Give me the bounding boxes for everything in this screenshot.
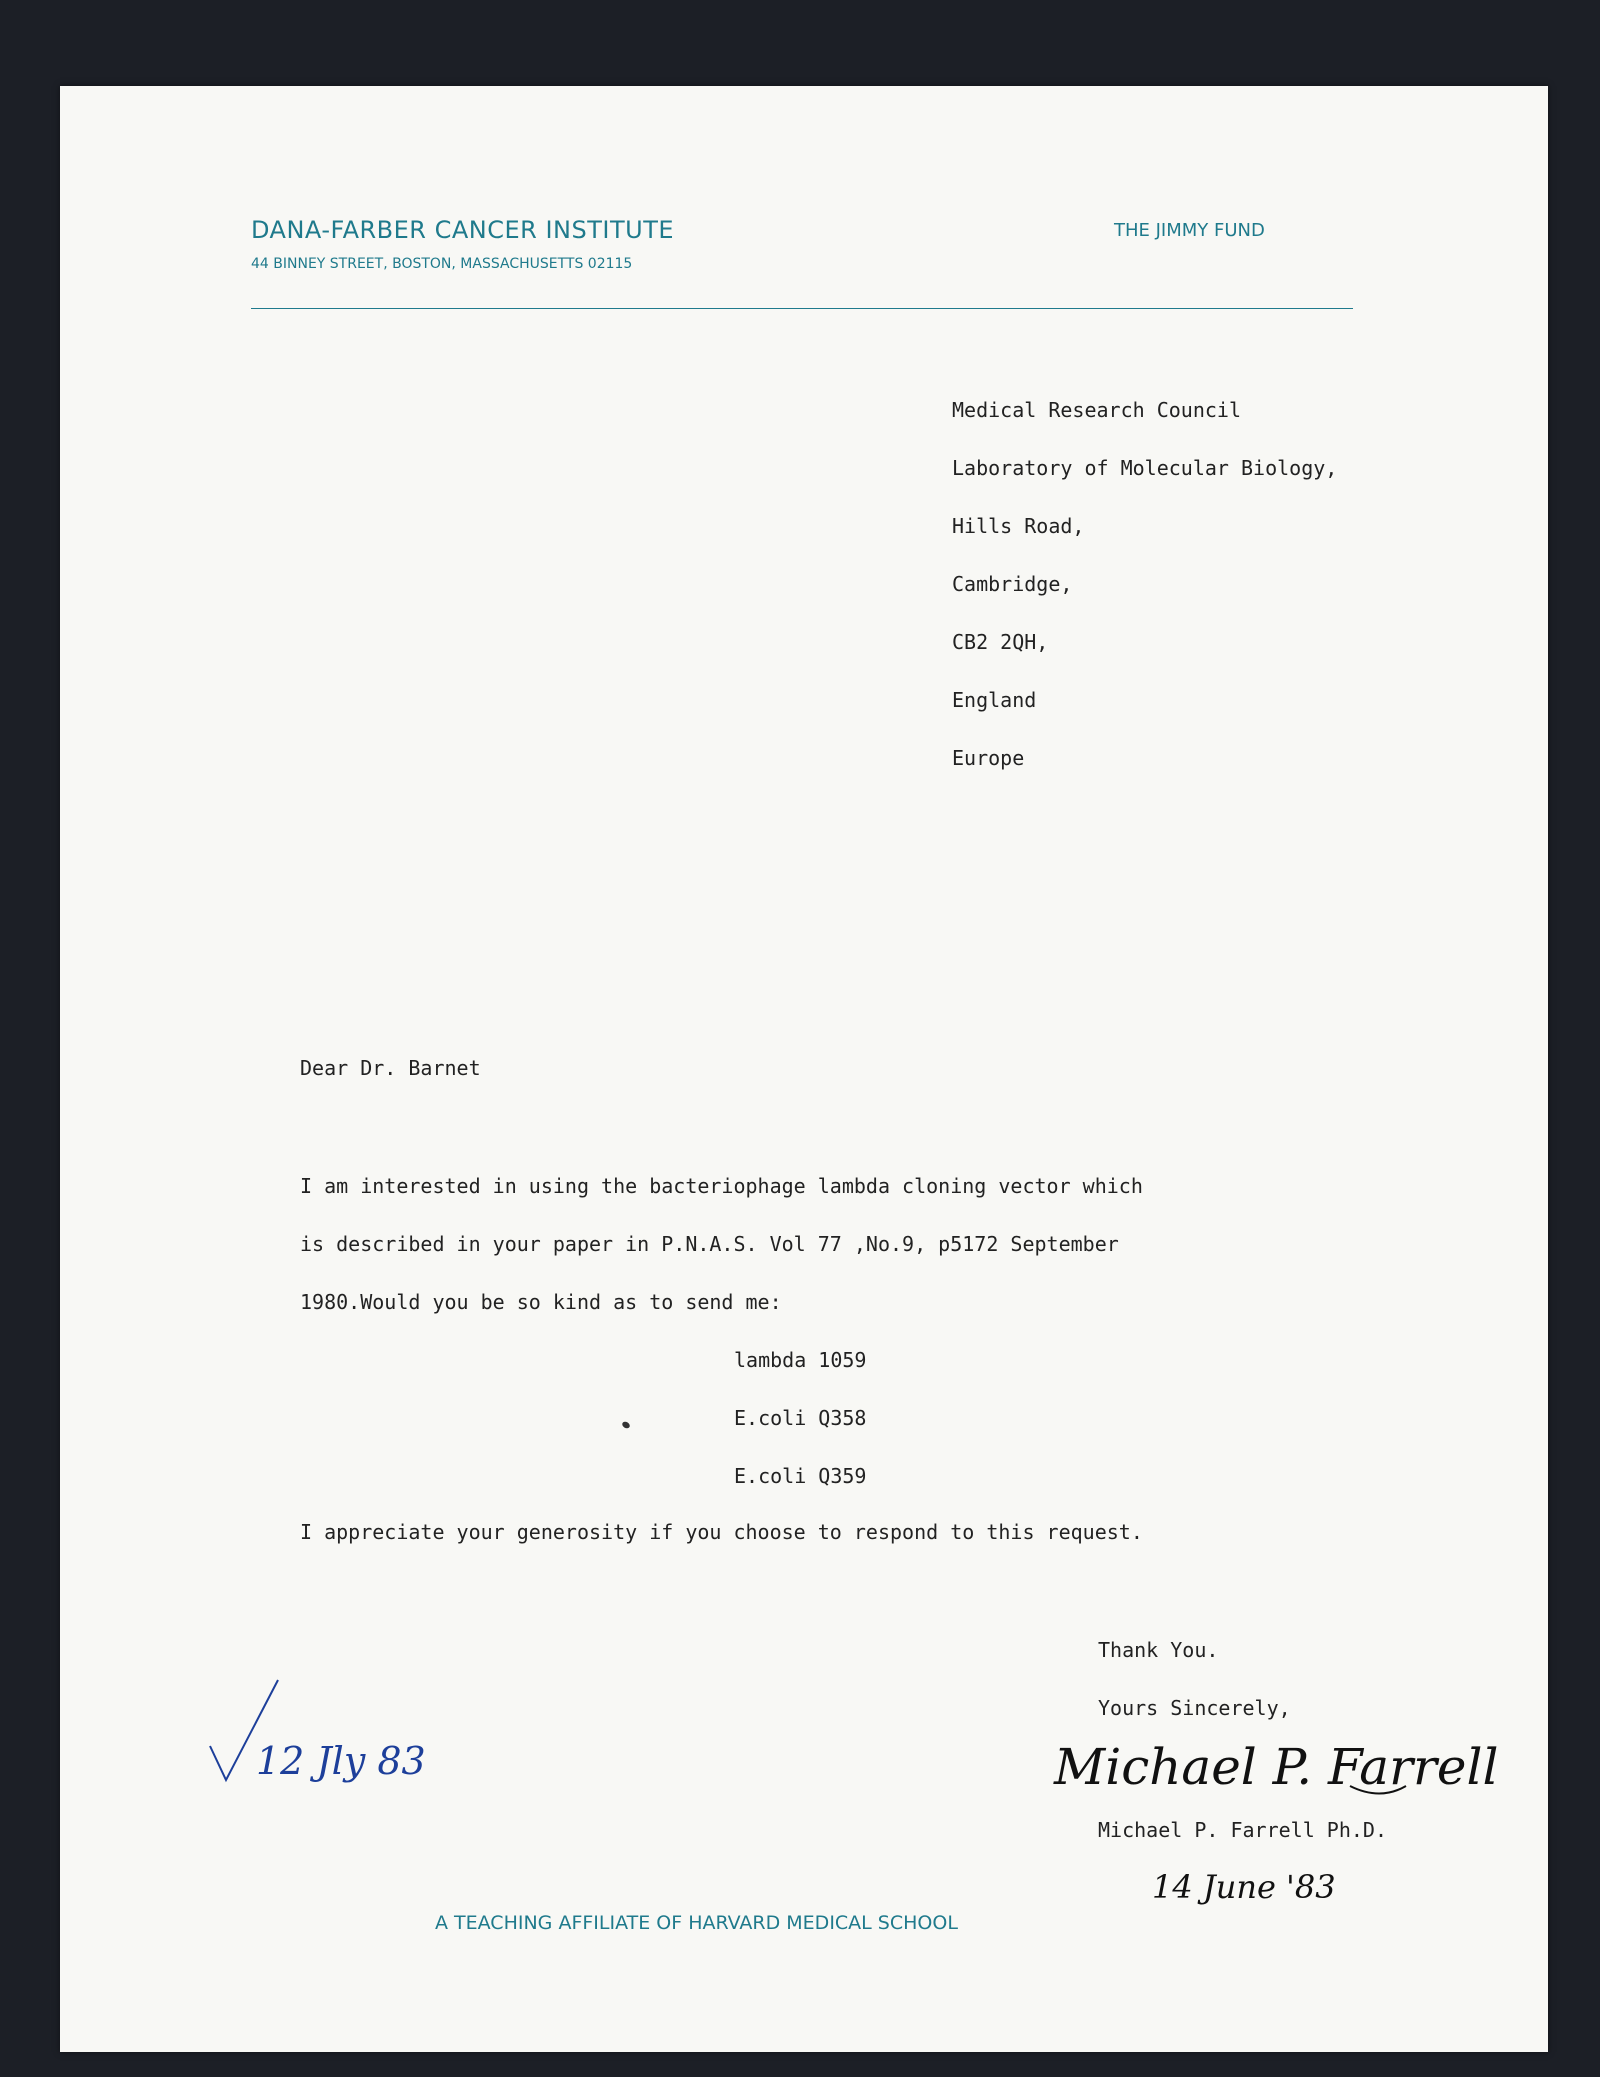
address-line: England xyxy=(952,688,1037,712)
requested-item: lambda 1059 xyxy=(734,1348,867,1372)
handwritten-note xyxy=(200,1676,460,1816)
body-line: 1980.Would you be so kind as to send me: xyxy=(300,1290,782,1314)
signoff-line: Yours Sincerely, xyxy=(1098,1696,1291,1720)
address-line: Cambridge, xyxy=(952,572,1073,596)
address-line: Medical Research Council xyxy=(952,398,1241,422)
ink-speck xyxy=(621,1420,631,1429)
address-line: Hills Road, xyxy=(952,514,1085,538)
recipient-address xyxy=(952,396,1337,802)
signoff-line: Thank You. xyxy=(1098,1638,1219,1662)
letterhead-rule xyxy=(251,308,1353,309)
institute-name: DANA-FARBER CANCER INSTITUTE xyxy=(251,216,675,244)
handwritten-signature xyxy=(1050,1726,1499,1806)
address-line: Laboratory of Molecular Biology, xyxy=(952,456,1338,480)
footer-affiliation: A TEACHING AFFILIATE OF HARVARD MEDICAL SCHOOL xyxy=(435,1912,958,1934)
body-line: is described in your paper in P.N.A.S. Vol 77 ,No.9, p5172 September xyxy=(300,1232,1119,1256)
address-line: CB2 2QH, xyxy=(952,630,1049,654)
institute-address: 44 BINNEY STREET, BOSTON, MASSACHUSETTS 02115 xyxy=(251,256,633,272)
handwritten-date xyxy=(1150,1856,1390,1916)
requested-item: E.coli Q358 xyxy=(734,1406,867,1430)
date-text: 14 June '83 xyxy=(1152,1868,1336,1906)
letter-page xyxy=(60,86,1548,2052)
jimmy-fund-label: THE JIMMY FUND xyxy=(1114,220,1265,241)
typed-name: Michael P. Farrell Ph.D. xyxy=(1098,1818,1387,1842)
requested-items xyxy=(734,1346,866,1520)
letter-body xyxy=(300,1172,1143,1346)
address-line: Europe xyxy=(952,746,1025,770)
requested-item: E.coli Q359 xyxy=(734,1464,867,1488)
signature-text: Michael P. Farrell xyxy=(1054,1738,1499,1796)
closing-line: I appreciate your generosity if you choose to respond to this request. xyxy=(300,1520,1143,1544)
body-line: I am interested in using the bacteriophage lambda cloning vector which xyxy=(300,1174,1143,1198)
letterhead xyxy=(251,216,674,272)
note-text: 12 Jly 83 xyxy=(256,1739,426,1783)
salutation: Dear Dr. Barnet xyxy=(300,1056,481,1080)
